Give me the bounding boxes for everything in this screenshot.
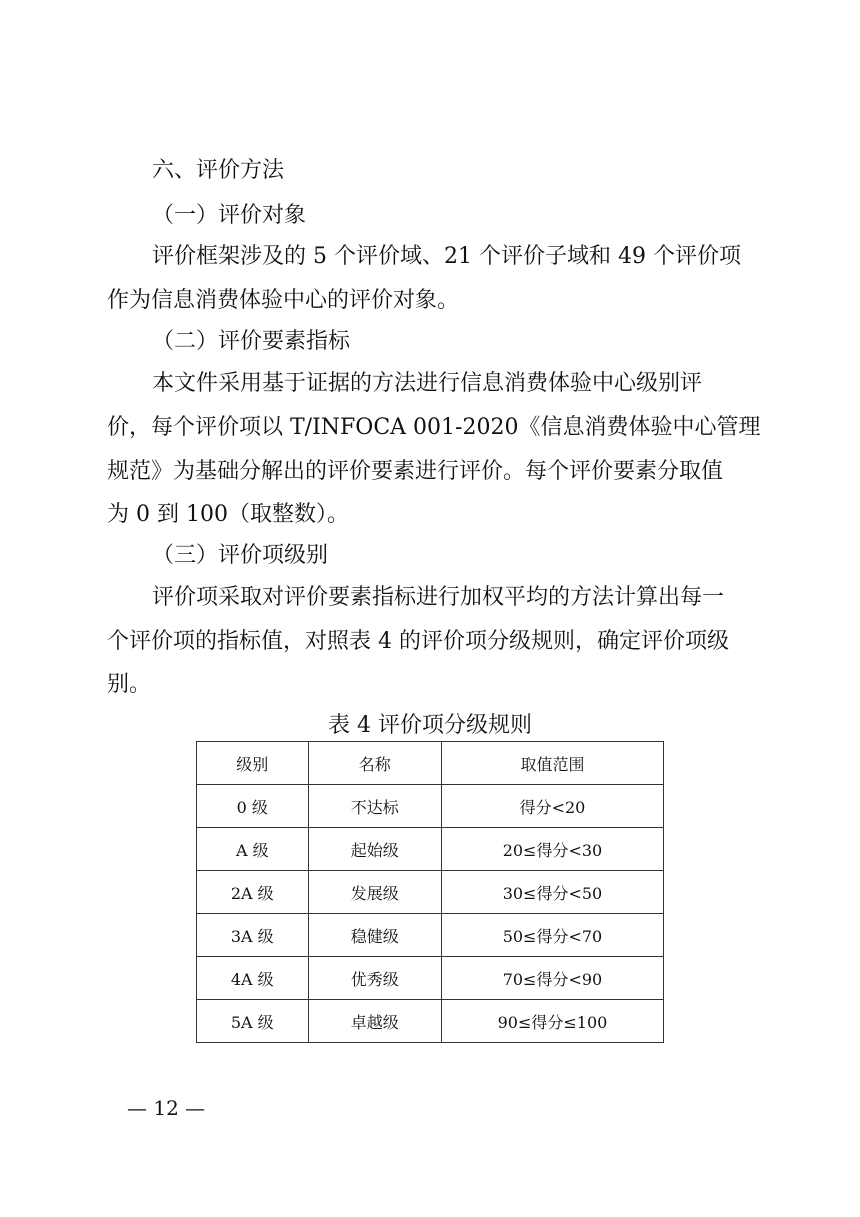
table-header-row <box>197 742 664 785</box>
page-number: — 12 — <box>127 1096 206 1120</box>
range-cell: 70≤得分<90 <box>441 957 663 1000</box>
grade-cell: 5A 级 <box>197 1000 309 1043</box>
name-cell: 稳健级 <box>308 914 441 957</box>
range-cell: 30≤得分<50 <box>441 871 663 914</box>
paragraph-line: 个评价项的指标值，对照表 4 的评价项分级规则，确定评价项级 <box>107 629 729 654</box>
table-row <box>197 871 664 914</box>
range-cell: 90≤得分≤100 <box>441 1000 663 1043</box>
column-header: 名称 <box>308 742 441 785</box>
section-heading: 六、评价方法 <box>152 158 285 183</box>
grade-cell: 3A 级 <box>197 914 309 957</box>
paragraph-line: 作为信息消费体验中心的评价对象。 <box>107 288 460 313</box>
paragraph-line: 别。 <box>107 672 152 697</box>
table-row <box>197 914 664 957</box>
paragraph-line: 评价项采取对评价要素指标进行加权平均的方法计算出每一 <box>152 585 725 610</box>
paragraph-line: 为 0 到 100（取整数）。 <box>107 502 349 527</box>
table-row <box>197 785 664 828</box>
paragraph-line: 本文件采用基于证据的方法进行信息消费体验中心级别评 <box>152 371 703 396</box>
column-header: 取值范围 <box>441 742 663 785</box>
range-cell: 50≤得分<70 <box>441 914 663 957</box>
table-row <box>197 1000 664 1043</box>
paragraph-line: 价，每个评价项以 T/INFOCA 001-2020《信息消费体验中心管理 <box>107 415 761 440</box>
table-row <box>197 828 664 871</box>
paragraph-line: 评价框架涉及的 5 个评价域、21 个评价子域和 49 个评价项 <box>152 244 741 269</box>
column-header: 级别 <box>197 742 309 785</box>
name-cell: 卓越级 <box>308 1000 441 1043</box>
name-cell: 优秀级 <box>308 957 441 1000</box>
grade-cell: 2A 级 <box>197 871 309 914</box>
paragraph-line: 规范》为基础分解出的评价要素进行评价。每个评价要素分取值 <box>107 459 724 484</box>
grade-cell: 4A 级 <box>197 957 309 1000</box>
range-cell: 得分<20 <box>441 785 663 828</box>
name-cell: 起始级 <box>308 828 441 871</box>
table-row <box>197 957 664 1000</box>
grade-cell: 0 级 <box>197 785 309 828</box>
subsection-heading-3: （三）评价项级别 <box>152 543 329 568</box>
table-caption: 表 4 评价项分级规则 <box>328 713 532 738</box>
range-cell: 20≤得分<30 <box>441 828 663 871</box>
grade-cell: A 级 <box>197 828 309 871</box>
subsection-heading-2: （二）评价要素指标 <box>152 329 351 354</box>
grade-rules-table <box>196 741 664 1043</box>
name-cell: 不达标 <box>308 785 441 828</box>
subsection-heading-1: （一）评价对象 <box>152 203 307 228</box>
name-cell: 发展级 <box>308 871 441 914</box>
